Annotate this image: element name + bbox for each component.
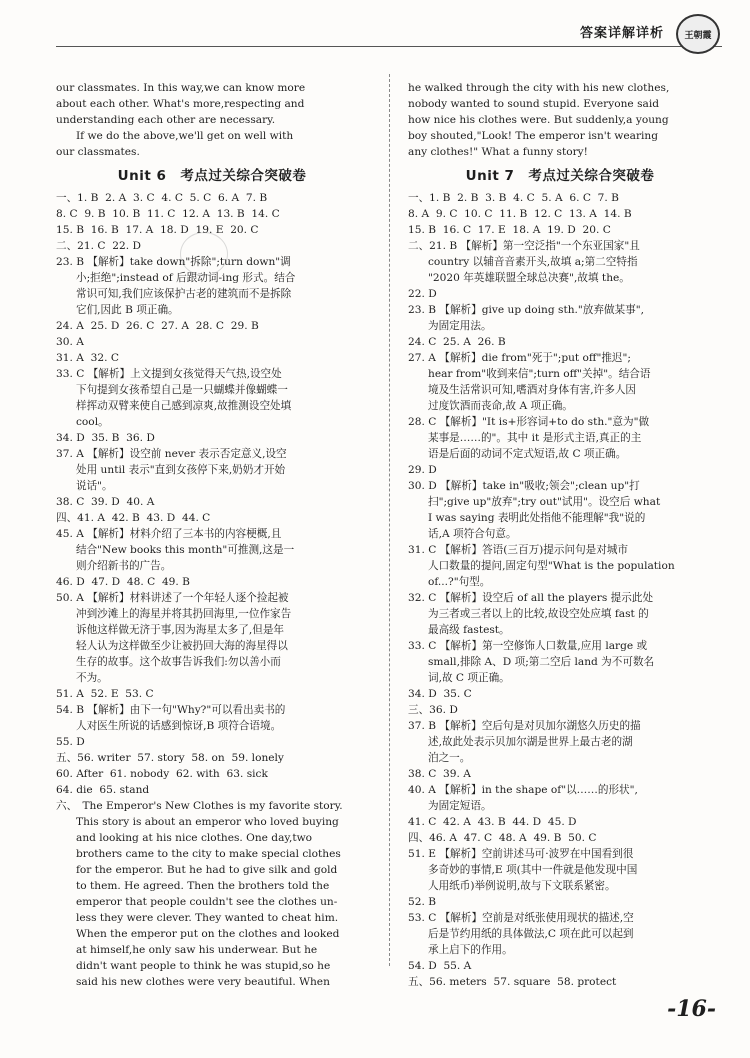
text-line: 24. A 25. D 26. C 27. A 28. C 29. B (56, 320, 259, 332)
unit-heading: Unit 6 考点过关综合突破卷 (117, 168, 307, 184)
text-line: 说话"。 (76, 480, 113, 492)
text-line: 述,故此处表示贝加尔湖是世界上最古老的湖 (428, 736, 633, 748)
text-line: 40. A 【解析】in the shape of"以……的形状", (408, 784, 638, 796)
text-line: This story is about an emperor who loved buying (76, 816, 339, 828)
unit-heading: Unit 7 考点过关综合突破卷 (465, 168, 655, 184)
text-line: 37. A 【解析】设空前 never 表示否定意义,设空 (56, 448, 287, 460)
text-line: about each other. What's more,respecting and (56, 98, 305, 110)
text-line: 28. C 【解析】"It is+形容词+to do sth."意为"做 (408, 416, 650, 428)
text-line: our classmates. (56, 146, 140, 158)
text-line: small,排除 A、D 项;第二空后 land 为不可数名 (428, 656, 655, 668)
text-line: 常识可知,我们应该保护古老的建筑而不是拆除 (76, 288, 292, 300)
text-line: 语是后面的动词不定式短语,故 C 项正确。 (428, 448, 627, 460)
text-line: for the emperor. But he had to give silk and gold (76, 864, 338, 876)
text-line: 33. C 【解析】第一空修饰人口数量,应用 large 或 (408, 640, 648, 652)
text-line: hear from"收到来信";turn off"关掉"。结合语 (428, 368, 651, 380)
text-line: 处用 until 表示"直到女孩停下来,奶奶才开始 (76, 464, 286, 476)
text-line: 三、36. D (408, 704, 458, 716)
text-line: 后是节约用纸的具体做法,C 项在此可以起到 (428, 928, 634, 940)
text-line: brothers came to the city to make special clothes (76, 848, 341, 860)
text-line: 不为。 (76, 672, 108, 684)
text-line: said his new clothes were very beautiful. When (76, 976, 330, 988)
text-line: 23. B 【解析】give up doing sth."放弃做某事", (408, 304, 644, 316)
text-line: 一、1. B 2. B 3. B 4. C 5. A 6. C 7. B (408, 192, 619, 204)
text-line: 过度饮酒而丧命,故 A 项正确。 (428, 400, 573, 412)
text-line: 冲到沙滩上的海星并将其扔回海里,一位作家告 (76, 608, 292, 620)
text-line: and looking at his nice clothes. One day,two (76, 832, 313, 844)
text-line: 54. D 55. A (408, 960, 472, 972)
text-line: 轻人认为这样做至少让被扔回大海的海星得以 (76, 640, 288, 652)
text-line: 二、21. C 22. D (56, 240, 141, 252)
text-line: 53. C 【解析】空前是对纸张使用现状的描述,空 (408, 912, 634, 924)
text-line: at himself,he only saw his underwear. But he (76, 944, 318, 956)
text-line: understanding each other are necessary. (56, 114, 276, 126)
text-line: of...?"句型。 (428, 576, 491, 588)
text-line: 诉他这样做无济于事,因为海星太多了,但是年 (76, 624, 285, 636)
text-line: to them. He agreed. Then the brothers told the (76, 880, 330, 892)
text-line: cool。 (76, 416, 109, 428)
text-line: 为固定短语。 (428, 800, 492, 812)
text-line: less they were clever. They wanted to cheat him. (76, 912, 339, 924)
text-line: 64. die 65. stand (56, 784, 150, 796)
text-line: If we do the above,we'll get on well with (76, 130, 294, 142)
text-line: 51. E 【解析】空前讲述马可·波罗在中国看到很 (408, 848, 634, 860)
logo-badge-icon: 王朝霞 (676, 14, 720, 54)
text-line: 五、56. writer 57. story 58. on 59. lonely (56, 752, 284, 764)
text-line: 60. After 61. nobody 62. with 63. sick (56, 768, 268, 780)
text-line: 45. A 【解析】材料介绍了三本书的内容梗概,且 (56, 528, 282, 540)
text-line: 15. B 16. B 17. A 18. D 19. E 20. C (56, 224, 259, 236)
text-line: boy shouted,"Look! The emperor isn't wearing (408, 130, 659, 142)
text-line: 34. D 35. C (408, 688, 472, 700)
text-line: 人口数量的提问,固定句型"What is the population (428, 560, 675, 572)
text-line: emperor that people couldn't see the clothes un- (76, 896, 338, 908)
text-line: 29. D (408, 464, 437, 476)
header-rule (56, 46, 722, 47)
text-line: 41. C 42. A 43. B 44. D 45. D (408, 816, 577, 828)
text-line: 52. B (408, 896, 436, 908)
text-line: 多奇妙的事情,E 项(其中一件就是他发现中国 (428, 864, 638, 876)
text-line: 人对医生所说的话感到惊讶,B 项符合语境。 (76, 720, 282, 732)
text-line: 扫";give up"放弃";try out"试用"。设空后 what (428, 496, 661, 508)
text-line: 样挥动双臂来使自己感到凉爽,故推测设空处填 (76, 400, 292, 412)
text-line: 27. A 【解析】die from"死于";put off"推迟"; (408, 352, 631, 364)
text-line: 30. A (56, 336, 84, 348)
text-line: 小;拒绝";instead of 后跟动词-ing 形式。结合 (76, 272, 296, 284)
text-line: 34. D 35. B 36. D (56, 432, 155, 444)
text-line: 8. C 9. B 10. B 11. C 12. A 13. B 14. C (56, 208, 280, 220)
text-line: 话,A 项符合句意。 (428, 528, 517, 540)
text-line: 承上启下的作用。 (428, 944, 513, 956)
text-line: 最高级 fastest。 (428, 624, 510, 636)
text-line: 词,故 C 项正确。 (428, 672, 510, 684)
text-line: 54. B 【解析】由下一句"Why?"可以看出卖书的 (56, 704, 286, 716)
text-line: any clothes!" What a funny story! (408, 146, 588, 158)
text-line: 为三者或三者以上的比较,故设空处应填 fast 的 (428, 608, 649, 620)
text-line: 五、56. meters 57. square 58. protect (408, 976, 617, 988)
header-title: 答案详解详析 (579, 26, 664, 41)
column-divider (389, 74, 390, 966)
text-line: When the emperor put on the clothes and looked (76, 928, 340, 940)
text-line: 则介绍新书的广告。 (76, 560, 172, 572)
text-line: 37. B 【解析】空后句是对贝加尔湖悠久历史的描 (408, 720, 641, 732)
text-line: 为固定用法。 (428, 320, 492, 332)
text-line: 46. D 47. D 48. C 49. B (56, 576, 190, 588)
text-line: 六、 The Emperor's New Clothes is my favorite story. (56, 800, 343, 812)
page-number: -16- (667, 996, 716, 1022)
text-line: 结合"New books this month"可推测,这是一 (76, 544, 295, 556)
text-line: 泊之一。 (428, 752, 471, 764)
text-line: 24. C 25. A 26. B (408, 336, 506, 348)
text-line: 一、1. B 2. A 3. C 4. C 5. C 6. A 7. B (56, 192, 268, 204)
text-line: 某事是……的"。其中 it 是形式主语,真正的主 (428, 432, 642, 444)
text-line: 22. D (408, 288, 437, 300)
text-line: our classmates. In this way,we can know more (56, 82, 306, 94)
text-line: 38. C 39. A (408, 768, 471, 780)
text-line: country 以辅音音素开头,故填 a;第二空特指 (428, 256, 638, 268)
text-line: 它们,因此 B 项正确。 (76, 304, 179, 316)
text-line: 生存的故事。这个故事告诉我们:勿以善小而 (76, 656, 281, 668)
text-line: 38. C 39. D 40. A (56, 496, 155, 508)
text-line: 31. A 32. C (56, 352, 119, 364)
left-column (56, 80, 368, 990)
text-line: 31. C 【解析】答语(三百万)提示问句是对城市 (408, 544, 629, 556)
text-line: I was saying 表明此处指他不能理解"我"说的 (428, 512, 646, 524)
text-line: "2020 年英雄联盟全球总决赛",故填 the。 (428, 272, 630, 284)
text-line: 四、41. A 42. B 43. D 44. C (56, 512, 211, 524)
text-line: 23. B 【解析】take down"拆除";turn down"调 (56, 256, 291, 268)
text-line: 50. A 【解析】材料讲述了一个年轻人逐个捡起被 (56, 592, 289, 604)
text-line: 55. D (56, 736, 85, 748)
text-line: didn't want people to think he was stupid,so he (76, 960, 331, 972)
text-line: 境及生活常识可知,嗜酒对身体有害,许多人因 (428, 384, 637, 396)
text-line: 人用纸币)举例说明,故与下文联系紧密。 (428, 880, 616, 892)
text-line: 51. A 52. E 53. C (56, 688, 154, 700)
text-line: 四、46. A 47. C 48. A 49. B 50. C (408, 832, 597, 844)
text-line: 二、21. B 【解析】第一空泛指"一个东亚国家"且 (408, 240, 640, 252)
text-line: nobody wanted to sound stupid. Everyone said (408, 98, 659, 110)
text-line: 32. C 【解析】设空后 of all the players 提示此处 (408, 592, 654, 604)
text-line: how nice his clothes were. But suddenly,a young (408, 114, 669, 126)
text-line: 下句提到女孩希望自己是一只蝴蝶并像蝴蝶一 (76, 384, 288, 396)
text-line: 33. C 【解析】上文提到女孩觉得天气热,设空处 (56, 368, 282, 380)
text-line: 8. A 9. C 10. C 11. B 12. C 13. A 14. B (408, 208, 632, 220)
text-line: 15. B 16. C 17. E 18. A 19. D 20. C (408, 224, 611, 236)
text-line: 30. D 【解析】take in"吸收;领会";clean up"打 (408, 480, 640, 492)
text-line: he walked through the city with his new clothes, (408, 82, 670, 94)
right-column (408, 80, 712, 990)
